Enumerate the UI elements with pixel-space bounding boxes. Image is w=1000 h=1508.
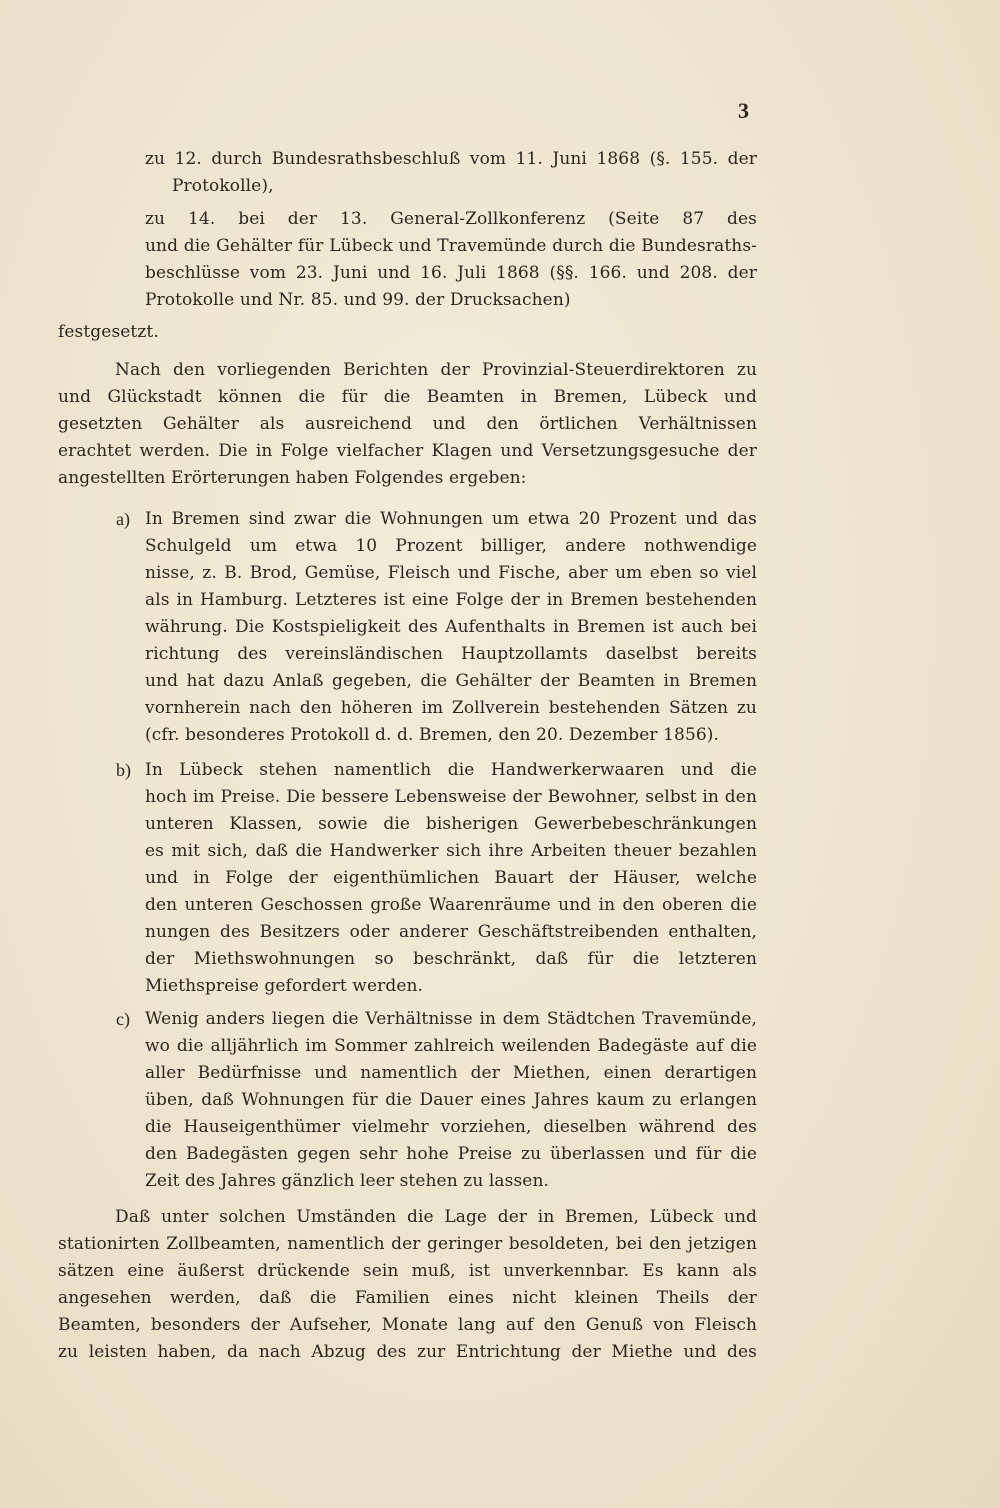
text-line: und in Folge der eigenthümlichen Bauart der Häuser, welche	[145, 868, 757, 888]
text-line: und Glückstadt können die für die Beamten in Bremen, Lübeck und	[58, 387, 757, 407]
text-line: die Hauseigenthümer vielmehr vorziehen, dieselben während des	[145, 1117, 757, 1137]
text-line: und hat dazu Anlaß gegeben, die Gehälter der Beamten in Bremen	[145, 671, 757, 691]
text-line: Protokolle und Nr. 85. und 99. der Drucksachen)	[145, 290, 571, 310]
text-line: gesetzten Gehälter als ausreichend und den örtlichen Verhältnissen	[58, 414, 757, 434]
text-line: angestellten Erörterungen haben Folgendes ergeben:	[58, 468, 527, 488]
text-line: und die Gehälter für Lübeck und Travemünde durch die Bundesraths-	[145, 236, 757, 256]
text-line: hoch im Preise. Die bessere Lebensweise der Bewohner, selbst in den	[145, 787, 757, 807]
closing-word: festgesetzt.	[58, 322, 159, 342]
text-line: nisse, z. B. Brod, Gemüse, Fleisch und Fische, aber um eben so viel	[145, 563, 757, 583]
text-line: zu 14. bei der 13. General-Zollkonferenz (Seite 87 des	[145, 209, 757, 229]
text-line: unteren Klassen, sowie die bisherigen Gewerbebeschränkungen	[145, 814, 757, 834]
text-line: zu leisten haben, da nach Abzug des zur Entrichtung der Miethe und des	[58, 1342, 757, 1362]
text-line: den Badegästen gegen sehr hohe Preise zu überlassen und für die	[145, 1144, 757, 1164]
text-line: richtung des vereinsländischen Hauptzollamts daselbst bereits	[145, 644, 757, 664]
text-line: währung. Die Kostspieligkeit des Aufenthalts in Bremen ist auch bei	[145, 617, 757, 637]
text-line: Zeit des Jahres gänzlich leer stehen zu lassen.	[145, 1171, 550, 1191]
item-marker: c)	[116, 1009, 130, 1029]
text-line: vornherein nach den höheren im Zollverein bestehenden Sätzen zu	[145, 698, 757, 718]
text-line: erachtet werden. Die in Folge vielfacher Klagen und Versetzungsgesuche der	[58, 441, 757, 461]
text-line: beschlüsse vom 23. Juni und 16. Juli 1868 (§§. 166. und 208. der	[145, 263, 757, 283]
text-line: üben, daß Wohnungen für die Dauer eines Jahres kaum zu erlangen	[145, 1090, 757, 1110]
text-line: (cfr. besonderes Protokoll d. d. Bremen, den 20. Dezember 1856).	[145, 725, 720, 745]
text-line: es mit sich, daß die Handwerker sich ihre Arbeiten theuer bezahlen	[145, 841, 757, 861]
text-line: wo die alljährlich im Sommer zahlreich weilenden Badegäste auf die	[145, 1036, 757, 1056]
text-line: nungen des Besitzers oder anderer Geschäftstreibenden enthalten,	[145, 922, 757, 942]
text-line: zu 12. durch Bundesrathsbeschluß vom 11. Juni 1868 (§. 155. der	[145, 149, 757, 169]
item-marker: a)	[116, 509, 130, 529]
text-line: Miethspreise gefordert werden.	[145, 976, 424, 996]
text-line: Protokolle),	[172, 176, 274, 196]
text-line: der Miethswohnungen so beschränkt, daß für die letzteren	[145, 949, 757, 969]
page-number: 3	[738, 98, 749, 123]
text-line: angesehen werden, daß die Familien eines nicht kleinen Theils der	[58, 1288, 757, 1308]
text-line: In Bremen sind zwar die Wohnungen um etwa 20 Prozent und das	[145, 509, 757, 529]
text-line: als in Hamburg. Letzteres ist eine Folge der in Bremen bestehenden	[145, 590, 757, 610]
text-line: Daß unter solchen Umständen die Lage der in Bremen, Lübeck und	[115, 1207, 757, 1227]
text-line: den unteren Geschossen große Waarenräume und in den oberen die	[145, 895, 757, 915]
text-line: sätzen eine äußerst drückende sein muß, ist unverkennbar. Es kann als	[58, 1261, 757, 1281]
text-line: In Lübeck stehen namentlich die Handwerkerwaaren und die	[145, 760, 757, 780]
text-line: aller Bedürfnisse und namentlich der Miethen, einen derartigen	[145, 1063, 757, 1083]
text-line: Wenig anders liegen die Verhältnisse in dem Städtchen Travemünde,	[145, 1009, 757, 1029]
item-marker: b)	[116, 760, 131, 780]
text-line: Schulgeld um etwa 10 Prozent billiger, andere nothwendige	[145, 536, 757, 556]
text-line: Nach den vorliegenden Berichten der Provinzial-Steuerdirektoren zu	[115, 360, 757, 380]
text-line: Beamten, besonders der Aufseher, Monate lang auf den Genuß von Fleisch	[58, 1315, 757, 1335]
text-line: stationirten Zollbeamten, namentlich der geringer besoldeten, bei den jetzigen	[58, 1234, 757, 1254]
